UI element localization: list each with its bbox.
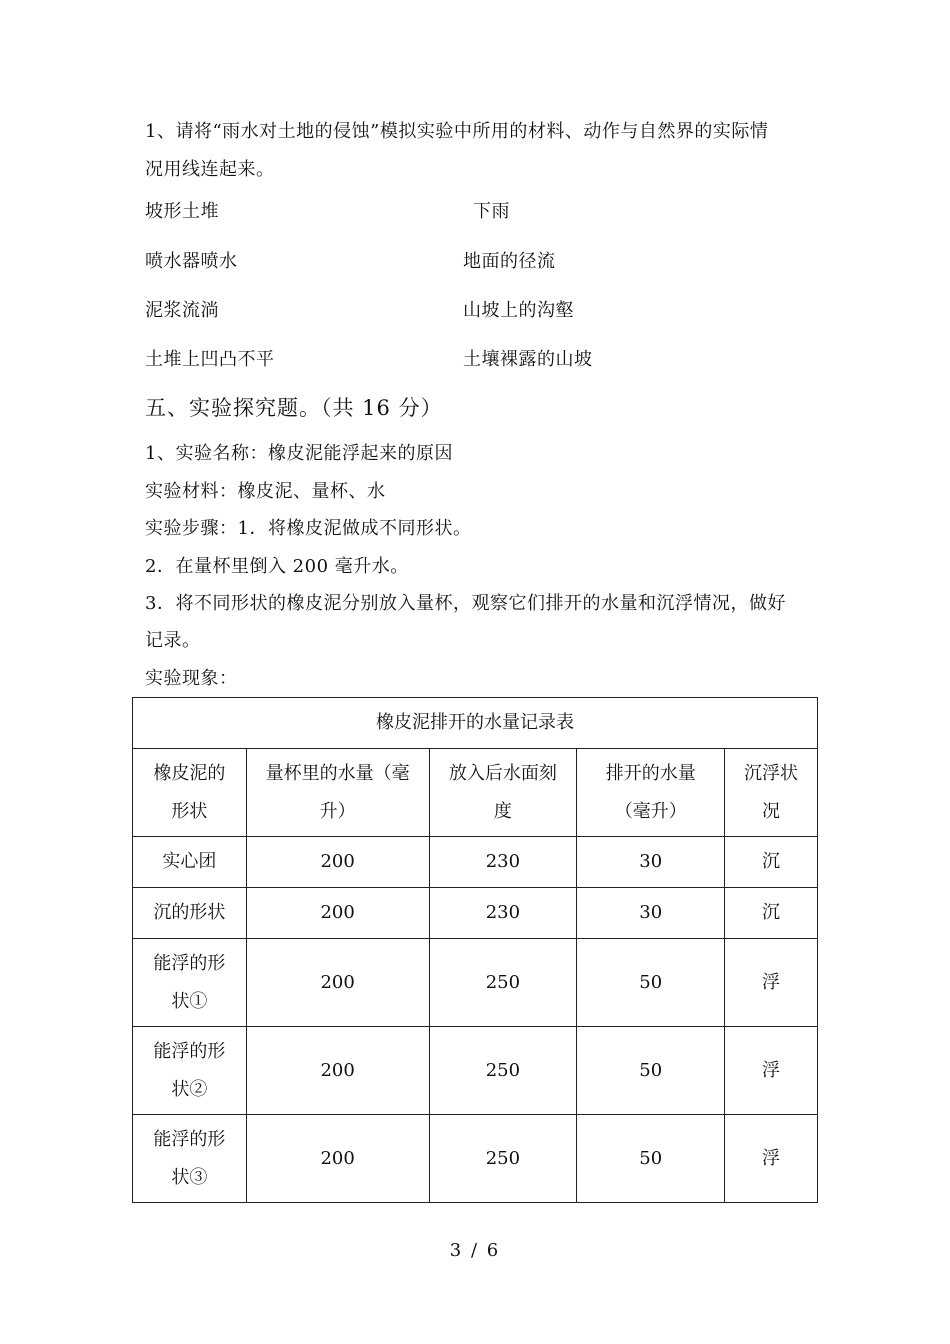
right-item-4: 土壤裸露的山坡 (463, 349, 593, 370)
cell-water: 200 (246, 1115, 429, 1203)
cell-water: 200 (246, 888, 429, 939)
table-row (133, 939, 818, 1027)
cell-shape: 能浮的形 状① (133, 939, 247, 1027)
experiment-step-1: 实验步骤：1．将橡皮泥做成不同形状。 (145, 518, 472, 539)
left-item-2: 喷水器喷水 (145, 251, 238, 272)
cell-shape: 沉的形状 (133, 888, 247, 939)
page-number: 3 / 6 (449, 1240, 501, 1261)
cell-level: 230 (429, 888, 577, 939)
experiment-step-2: 2．在量杯里倒入 200 毫升水。 (145, 556, 409, 577)
left-item-1: 坡形土堆 (145, 201, 219, 222)
cell-displaced: 30 (577, 837, 725, 888)
right-item-2: 地面的径流 (463, 251, 556, 272)
table-row (133, 1027, 818, 1115)
cell-level: 230 (429, 837, 577, 888)
header-cell: 排开的水量 （毫升） (577, 749, 725, 837)
table-title: 橡皮泥排开的水量记录表 (133, 698, 818, 749)
header-cell: 沉浮状 况 (725, 749, 818, 837)
experiment-step-3b: 记录。 (145, 630, 201, 651)
cell-level: 250 (429, 939, 577, 1027)
cell-state: 浮 (725, 939, 818, 1027)
right-item-3: 山坡上的沟壑 (463, 300, 574, 321)
header-cell: 橡皮泥的 形状 (133, 749, 247, 837)
cell-water: 200 (246, 837, 429, 888)
cell-state: 浮 (725, 1115, 818, 1203)
record-table (132, 697, 818, 1203)
q1-line-2: 况用线连起来。 (145, 159, 275, 180)
cell-water: 200 (246, 1027, 429, 1115)
cell-state: 浮 (725, 1027, 818, 1115)
cell-level: 250 (429, 1027, 577, 1115)
experiment-name: 1、实验名称：橡皮泥能浮起来的原因 (145, 443, 453, 464)
table-row (133, 1115, 818, 1203)
cell-state: 沉 (725, 837, 818, 888)
q1-line-1: 1、请将“雨水对土地的侵蚀”模拟实验中所用的材料、动作与自然界的实际情 (145, 121, 769, 142)
cell-state: 沉 (725, 888, 818, 939)
cell-level: 250 (429, 1115, 577, 1203)
header-cell: 量杯里的水量（毫 升） (246, 749, 429, 837)
table-header-row (133, 749, 818, 837)
left-item-3: 泥浆流淌 (145, 300, 219, 321)
cell-displaced: 50 (577, 1027, 725, 1115)
experiment-materials: 实验材料：橡皮泥、量杯、水 (145, 481, 386, 502)
left-item-4: 土堆上凹凸不平 (145, 349, 275, 370)
section-title: 五、实验探究题。（共 16 分） (145, 396, 443, 420)
experiment-step-3a: 3．将不同形状的橡皮泥分别放入量杯，观察它们排开的水量和沉浮情况，做好 (145, 593, 786, 614)
cell-displaced: 50 (577, 1115, 725, 1203)
experiment-phenomenon: 实验现象： (145, 668, 238, 689)
cell-shape: 能浮的形 状② (133, 1027, 247, 1115)
cell-shape: 能浮的形 状③ (133, 1115, 247, 1203)
table-row (133, 888, 818, 939)
cell-water: 200 (246, 939, 429, 1027)
cell-displaced: 50 (577, 939, 725, 1027)
table-row (133, 837, 818, 888)
right-item-1: 下雨 (473, 201, 510, 222)
cell-displaced: 30 (577, 888, 725, 939)
header-cell: 放入后水面刻 度 (429, 749, 577, 837)
cell-shape: 实心团 (133, 837, 247, 888)
